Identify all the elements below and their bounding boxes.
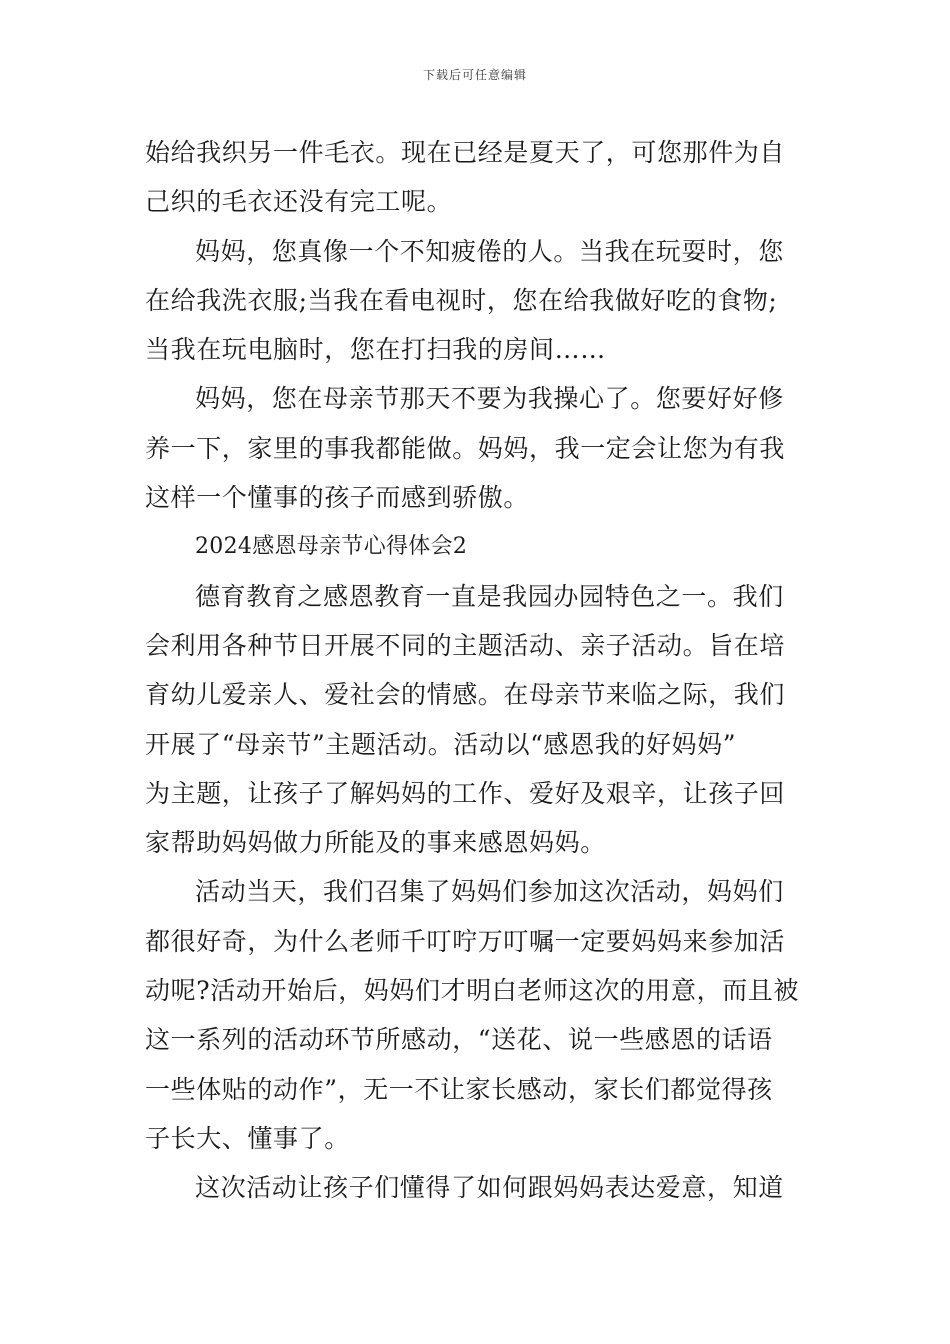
text-line: 开展了“母亲节”主题活动。活动以“感恩我的好妈妈” xyxy=(145,729,737,759)
text-line: 子长大、懂事了。 xyxy=(145,1123,350,1153)
paragraph-start-line: 妈妈，您在母亲节那天不要为我操心了。您要好好修 xyxy=(195,384,784,414)
text-line: 育幼儿爱亲人、爱社会的情感。在母亲节来临之际，我们 xyxy=(145,680,786,710)
text-line: 在给我洗衣服;当我在看电视时，您在给我做好吃的食物; xyxy=(145,285,778,315)
text-line: 己织的毛衣还没有完工呢。 xyxy=(145,187,453,217)
text-line: 这样一个懂事的孩子而感到骄傲。 xyxy=(145,483,530,513)
text-line: 这一系列的活动环节所感动，“送花、说一些感恩的话语 xyxy=(145,1025,773,1055)
page-header-note: 下载后可任意编辑 xyxy=(422,68,527,82)
text-line: 当我在玩电脑时，您在打扫我的房间…… xyxy=(145,335,606,365)
paragraph-start-line: 活动当天，我们召集了妈妈们参加这次活动，妈妈们 xyxy=(195,877,784,907)
paragraph-start-line: 这次活动让孩子们懂得了如何跟妈妈表达爱意，知道 xyxy=(195,1173,784,1203)
paragraph-start-line: 妈妈，您真像一个不知疲倦的人。当我在玩耍时，您 xyxy=(195,236,784,266)
text-line: 养一下，家里的事我都能做。妈妈，我一定会让您为有我 xyxy=(145,433,786,463)
text-line: 会利用各种节日开展不同的主题活动、亲子活动。旨在培 xyxy=(145,630,786,660)
text-line: 一些体贴的动作”，无一不让家长感动，家长们都觉得孩 xyxy=(145,1074,773,1104)
text-line: 动呢?活动开始后，妈妈们才明白老师这次的用意，而且被 xyxy=(145,976,800,1006)
document-body xyxy=(145,128,807,1213)
section-heading: 2024感恩母亲节心得体会2 xyxy=(195,534,468,560)
text-line: 始给我织另一件毛衣。现在已经是夏天了，可您那件为自 xyxy=(145,138,786,167)
text-line: 都很好奇，为什么老师千叮咛万叮嘱一定要妈妈来参加活 xyxy=(145,926,786,956)
paragraph-start-line: 德育教育之感恩教育一直是我园办园特色之一。我们 xyxy=(195,581,784,611)
text-line: 家帮助妈妈做力所能及的事来感恩妈妈。 xyxy=(145,828,606,858)
text-line: 为主题，让孩子了解妈妈的工作、爱好及艰辛，让孩子回 xyxy=(145,778,786,808)
